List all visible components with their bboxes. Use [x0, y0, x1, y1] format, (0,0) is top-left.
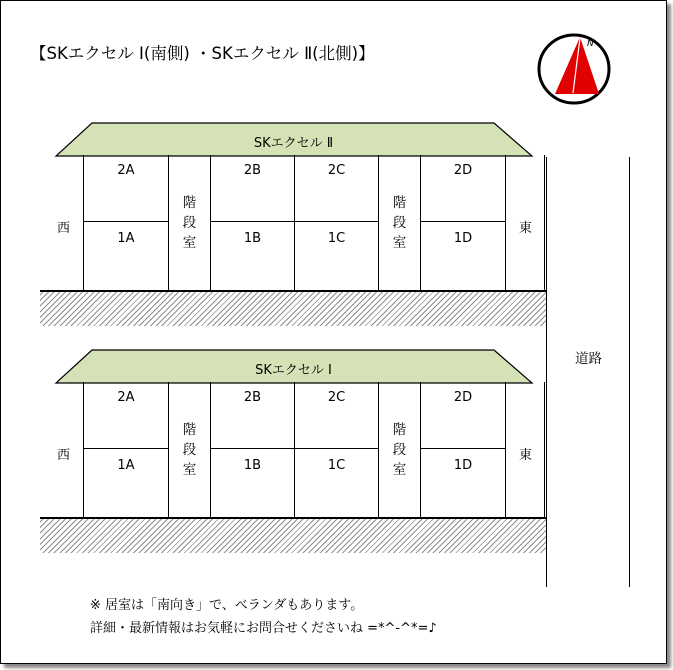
- stairwell-label: 階 段 室: [392, 195, 407, 251]
- unit-2b-label: 2B: [243, 390, 262, 405]
- unit-column-d: [421, 382, 506, 517]
- unit-2a-label: 2A: [117, 163, 135, 178]
- unit-2d-label: 2D: [453, 390, 473, 405]
- unit-grid: [83, 155, 545, 290]
- stairwell-east: [379, 382, 421, 517]
- east-label: 東: [519, 221, 533, 236]
- road-edge-west: [546, 157, 547, 587]
- stairwell-label: 階 段 室: [182, 195, 197, 251]
- road-label: 道路: [575, 351, 602, 367]
- unit-1b-label: 1B: [243, 231, 262, 246]
- unit-column-b: [211, 382, 295, 517]
- unit-1b-label: 1B: [243, 458, 262, 473]
- note-line: ※ 居室は「南向き」で、ベランダもあります。: [90, 598, 364, 613]
- unit-2a-label: 2A: [117, 390, 135, 405]
- west-label: 西: [57, 221, 71, 236]
- floor-divider: [84, 448, 168, 449]
- stairwell-east: [379, 155, 421, 290]
- unit-column-c: [295, 155, 379, 290]
- floor-divider: [211, 448, 294, 449]
- road-edge-east: [629, 157, 630, 587]
- floor-divider: [211, 221, 294, 222]
- unit-2c-label: 2C: [327, 390, 346, 405]
- notes: [90, 594, 437, 640]
- ground-hatching: [40, 519, 547, 553]
- building-name: SKエクセル Ⅱ: [253, 136, 334, 151]
- east-label: 東: [519, 448, 533, 463]
- building-north: [40, 121, 547, 328]
- unit-2d-label: 2D: [453, 163, 473, 178]
- stairwell-label: 階 段 室: [182, 422, 197, 478]
- stairwell-label: 階 段 室: [392, 422, 407, 478]
- unit-1d-label: 1D: [453, 231, 473, 246]
- floor-divider: [295, 448, 378, 449]
- floor-divider: [421, 448, 505, 449]
- floor-divider: [421, 221, 505, 222]
- compass-label: N: [587, 39, 594, 49]
- unit-1c-label: 1C: [327, 458, 346, 473]
- unit-column-a: [84, 155, 169, 290]
- stairwell-west: [169, 155, 211, 290]
- unit-grid: [83, 382, 545, 517]
- unit-column-b: [211, 155, 295, 290]
- west-label: 西: [57, 448, 71, 463]
- unit-column-a: [84, 382, 169, 517]
- building-south: [40, 348, 547, 555]
- unit-column-c: [295, 382, 379, 517]
- unit-2b-label: 2B: [243, 163, 262, 178]
- floor-divider: [84, 221, 168, 222]
- note-line: 詳細・最新情報はお気軽にお問合せくださいね =*^-^*=♪: [90, 621, 437, 636]
- floor-divider: [295, 221, 378, 222]
- ground-hatching: [40, 292, 547, 326]
- unit-1c-label: 1C: [327, 231, 346, 246]
- unit-1a-label: 1A: [117, 458, 135, 473]
- unit-1d-label: 1D: [453, 458, 473, 473]
- compass-north-icon: [536, 31, 612, 107]
- building-name: SKエクセル Ⅰ: [255, 363, 332, 378]
- stairwell-west: [169, 382, 211, 517]
- unit-column-d: [421, 155, 506, 290]
- page-title: 【SKエクセル Ⅰ(南側) ・SKエクセル Ⅱ(北側)】: [30, 44, 375, 63]
- unit-2c-label: 2C: [327, 163, 346, 178]
- unit-1a-label: 1A: [117, 231, 135, 246]
